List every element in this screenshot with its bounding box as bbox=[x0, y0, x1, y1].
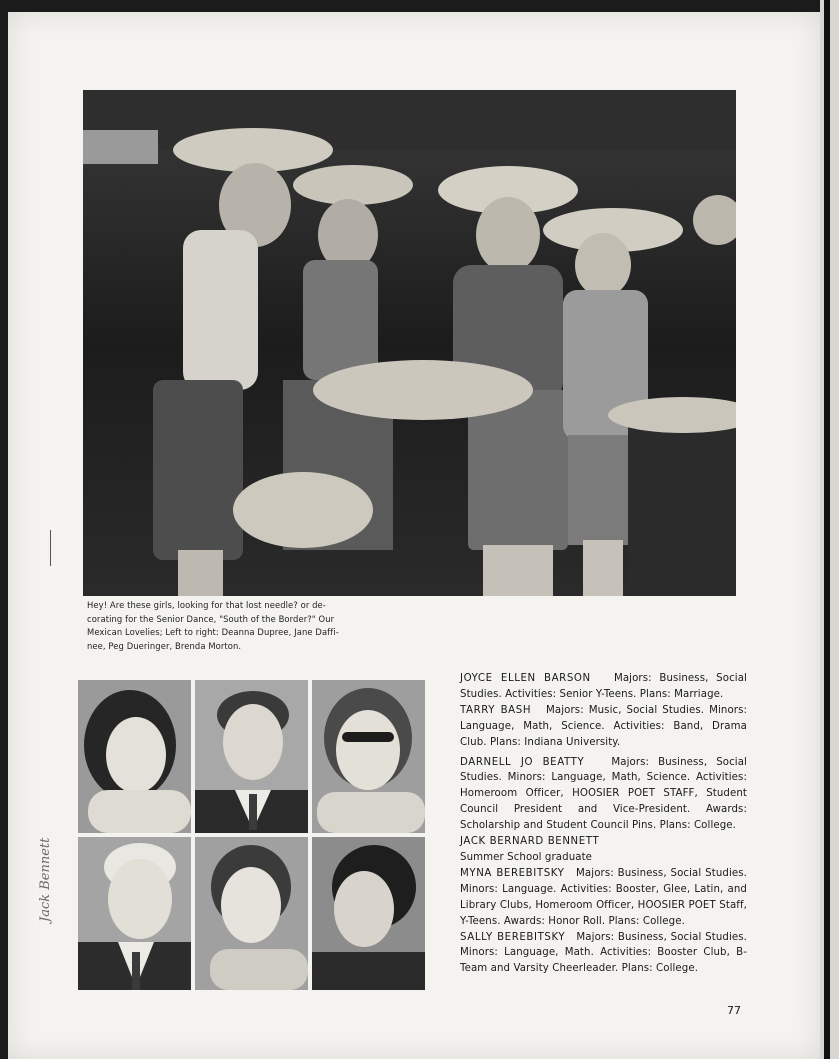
bio-entry bbox=[460, 671, 747, 703]
bio-entry bbox=[460, 866, 747, 930]
caption-line: Hey! Are these girls, looking for that lost needle? or de- bbox=[87, 600, 326, 610]
portrait-photo bbox=[195, 837, 308, 990]
portrait-grid bbox=[78, 680, 425, 992]
portrait-photo bbox=[78, 837, 191, 990]
bio-entry bbox=[460, 755, 747, 835]
bio-text: Majors: Business, Social Studies. Minors: Language, Math. Activities: Booster Club, B-Team and Varsity Cheerleader. Plans: College. bbox=[460, 931, 747, 975]
portrait-photo bbox=[78, 680, 191, 833]
student-name: MYNA BEREBITSKY bbox=[460, 867, 565, 879]
photo-caption bbox=[87, 599, 377, 653]
student-name: TARRY BASH bbox=[460, 704, 532, 716]
senior-biographies bbox=[460, 671, 747, 977]
student-name: DARNELL JO BEATTY bbox=[460, 756, 585, 768]
bio-entry bbox=[460, 703, 747, 751]
portrait-photo bbox=[312, 680, 425, 833]
page-edge bbox=[820, 0, 839, 1059]
bio-text: Majors: Business, Social Studies. Minors: Language. Activities: Booster, Glee, Latin, and Library Clubs, Homeroom Officer, HOOSIER POET Staff, Y-Teens. Awards: Honor Roll. Plans: College. bbox=[460, 867, 747, 927]
caption-line: nee, Peg Dueringer, Brenda Morton. bbox=[87, 640, 242, 651]
bio-text: Majors: Music, Social Studies. Minors: Language, Math, Science. Activities: Band, Drama Club. Plans: Indiana University. bbox=[460, 704, 748, 748]
bio-entry bbox=[460, 834, 747, 866]
handwritten-signature: Jack Bennett bbox=[38, 837, 53, 922]
bio-entry bbox=[460, 930, 747, 978]
caption-line: corating for the Senior Dance, "South of the Border?" Our bbox=[87, 613, 335, 624]
page-number: 77 bbox=[727, 1004, 741, 1017]
bio-text: Majors: Business, Social Studies. Activities: Senior Y-Teens. Plans: Marriage. bbox=[460, 673, 747, 700]
bio-text: Summer School graduate bbox=[460, 851, 593, 863]
student-name: JACK BERNARD BENNETT bbox=[460, 836, 600, 848]
student-name: JOYCE ELLEN BARSON bbox=[460, 673, 591, 684]
margin-mark bbox=[50, 530, 51, 566]
caption-line: Mexican Lovelies; Left to right: Deanna Dupree, Jane Daffi- bbox=[87, 627, 339, 638]
portrait-photo bbox=[312, 837, 425, 990]
student-name: SALLY BEREBITSKY bbox=[460, 931, 566, 943]
portrait-photo bbox=[195, 680, 308, 833]
bio-text: Majors: Business, Social Studies. Minors: Language, Math, Science. Activities: Homeroom Officer, HOOSIER POET STAFF, Student Council President and Vice-President. Awards: Scholarship and Student Council Pins. Plans: College. bbox=[460, 756, 747, 832]
group-photo bbox=[83, 90, 736, 596]
